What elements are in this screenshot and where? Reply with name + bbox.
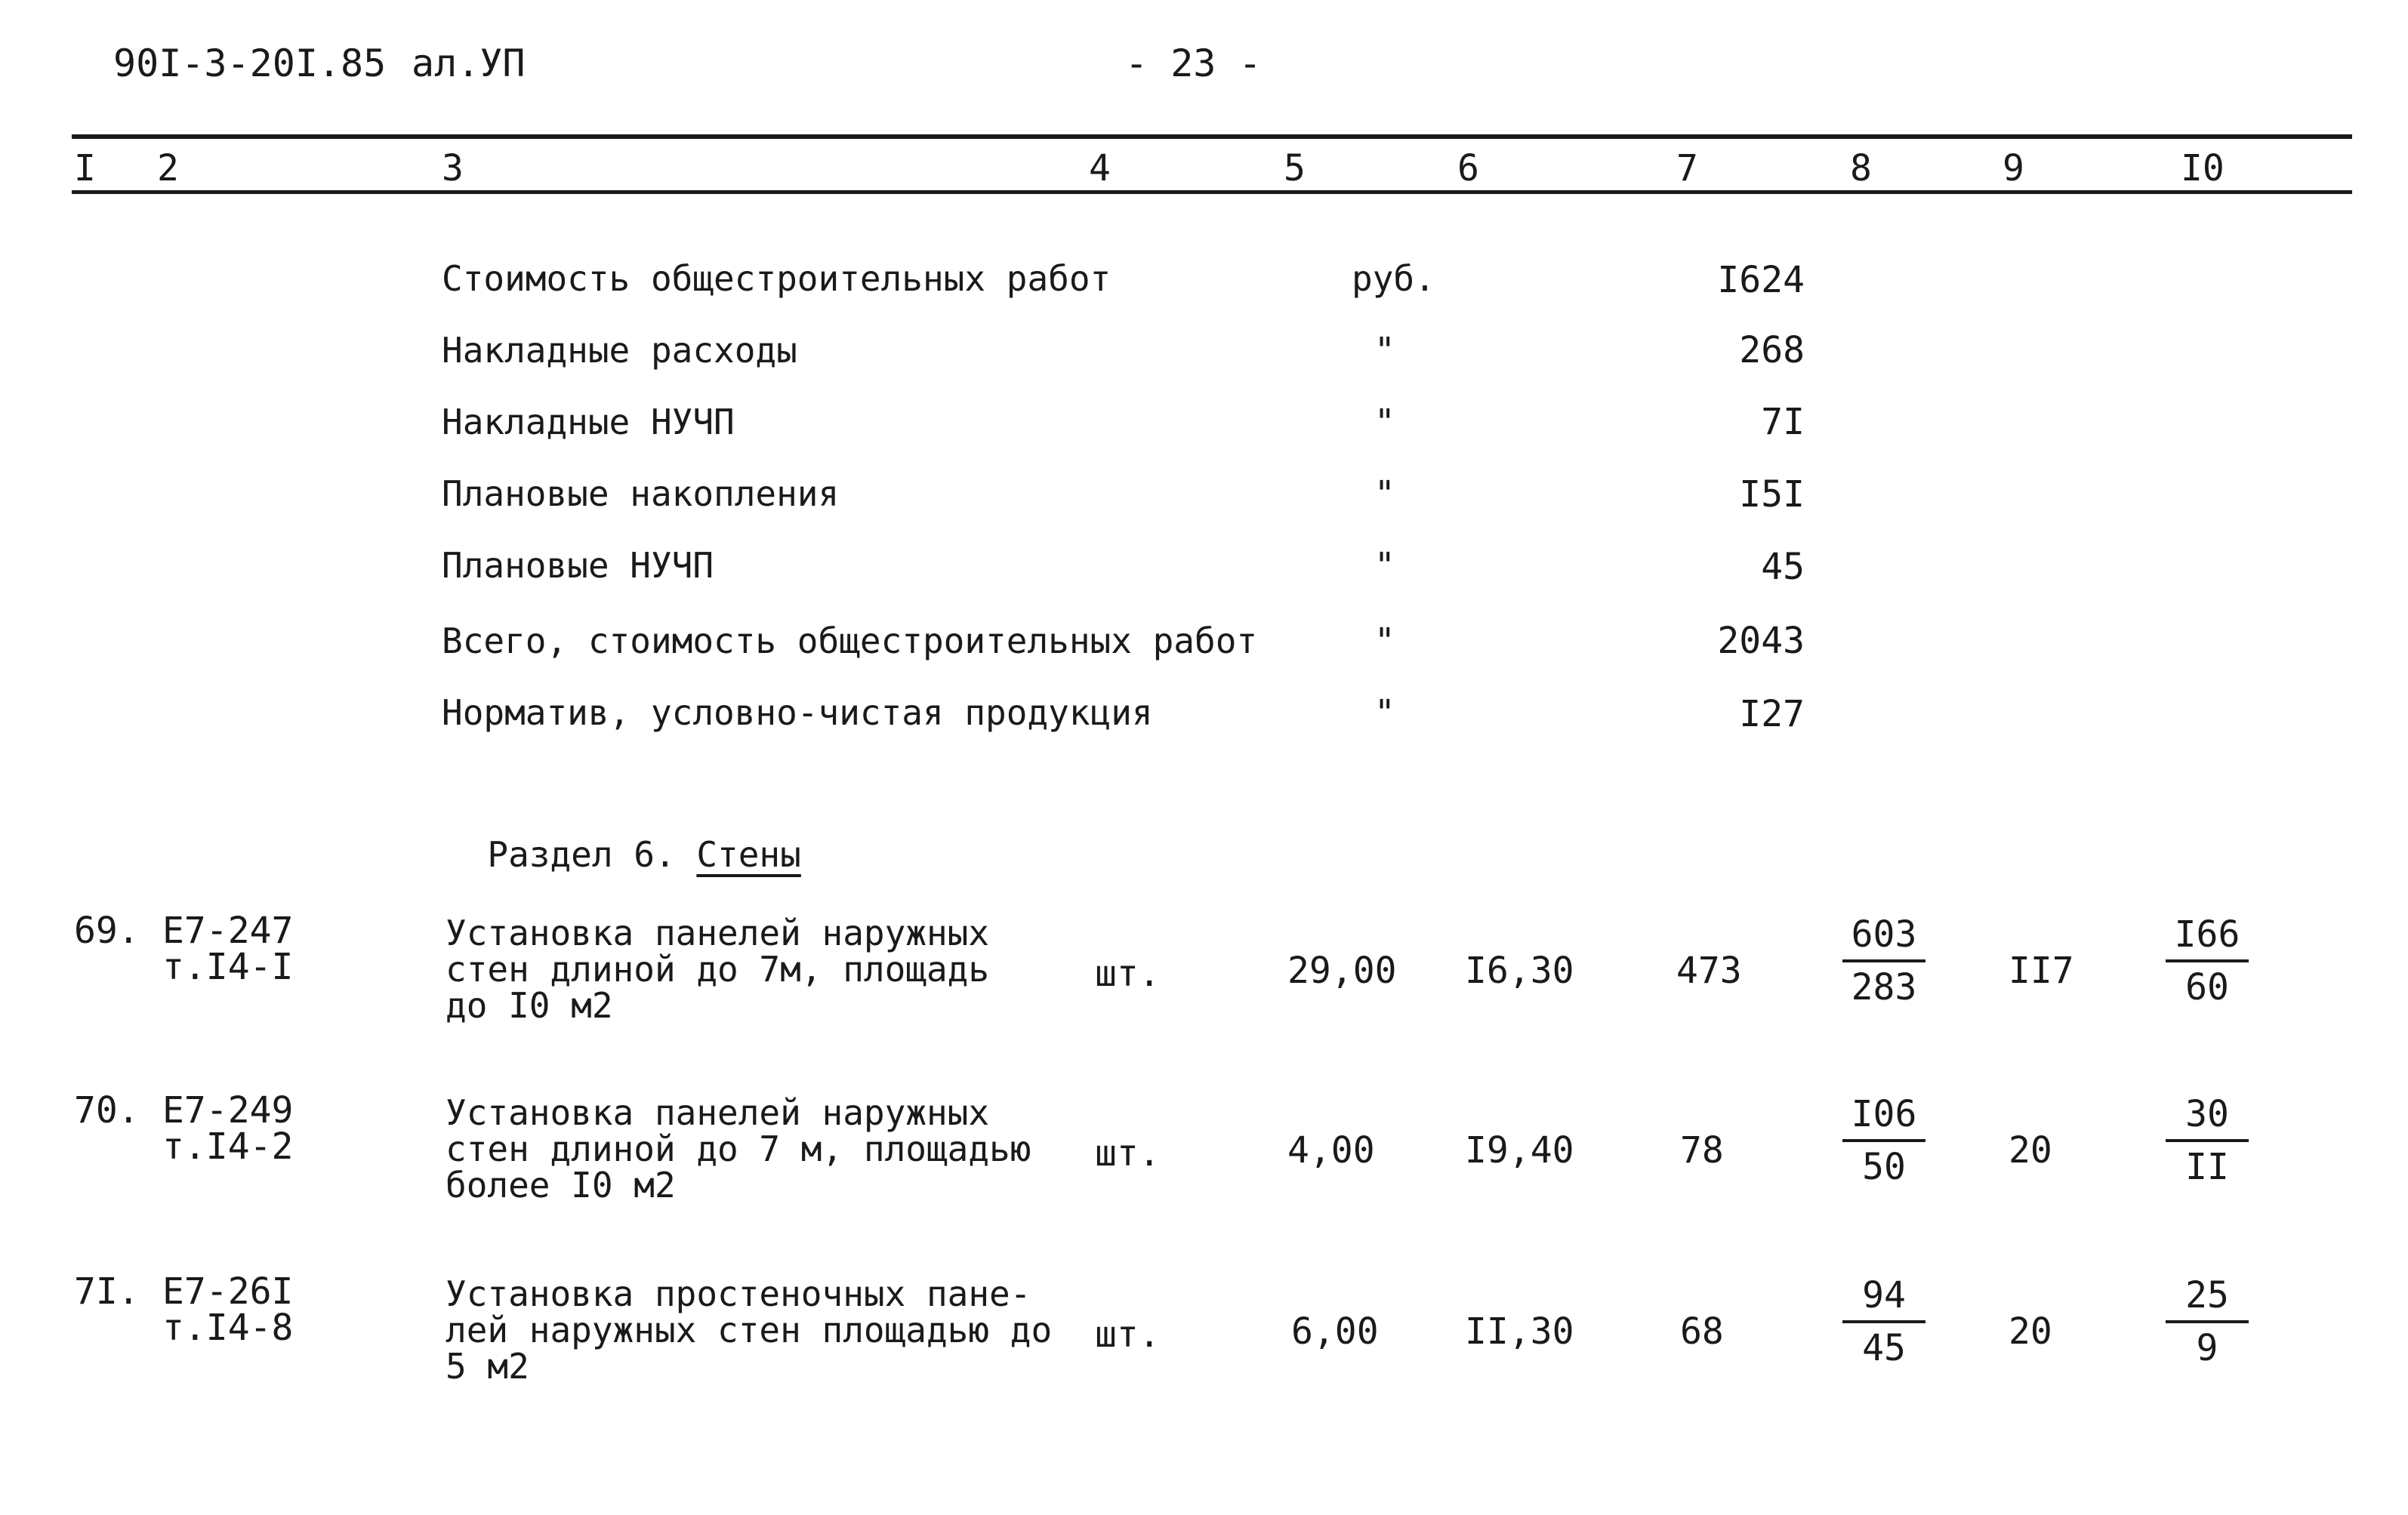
page-number: - 23 - [1125, 42, 1262, 85]
column-number-7: 7 [1676, 147, 1698, 189]
summary-unit: " [1374, 473, 1395, 514]
summary-value: I5I [1739, 473, 1805, 516]
summary-label: Всего, стоимость общестроительных работ [442, 620, 1258, 661]
summary-value: 45 [1761, 546, 1805, 588]
row-description-line: 5 м2 [446, 1346, 529, 1387]
fraction-numerator: 25 [2166, 1270, 2249, 1323]
summary-value: 7I [1761, 401, 1805, 443]
album-label: ал.УП [412, 42, 526, 85]
row-unit: шт. [1095, 1313, 1161, 1356]
row-col8-fraction [1842, 910, 1925, 1012]
summary-label: Накладные НУЧП [442, 402, 735, 442]
document-code: 90I-3-20I.85 [113, 42, 387, 85]
fraction-denominator: 45 [1862, 1327, 1906, 1369]
section-prefix: Раздел 6. [487, 834, 676, 875]
fraction-numerator: 94 [1842, 1270, 1925, 1323]
summary-unit: " [1374, 330, 1395, 371]
row-description-line: Установка простеночных пане- [446, 1273, 1031, 1314]
fraction-denominator: 60 [2185, 966, 2229, 1008]
column-number-10: I0 [2181, 147, 2225, 189]
fraction-numerator: 603 [1842, 910, 1925, 962]
row-quantity: 29,00 [1287, 950, 1397, 992]
row-unit: шт. [1095, 953, 1161, 995]
row-unit-price: I6,30 [1465, 950, 1574, 992]
column-number-9: 9 [2003, 147, 2024, 189]
row-total: 78 [1680, 1129, 1724, 1172]
section-heading [446, 800, 801, 873]
fraction-numerator: 30 [2166, 1089, 2249, 1142]
row-unit: шт. [1095, 1132, 1161, 1175]
row-col9: 20 [2009, 1129, 2052, 1172]
row-description-line: стен длиной до 7 м, площадью [446, 1129, 1031, 1169]
fraction-denominator: 9 [2196, 1327, 2218, 1369]
summary-label: Норматив, условно-чистая продукция [442, 692, 1153, 733]
fraction-numerator: I06 [1842, 1089, 1925, 1142]
row-col9: 20 [2009, 1310, 2052, 1353]
row-col10-fraction [2166, 1270, 2249, 1373]
header-bottom-rule [72, 190, 2352, 194]
column-number-1: I [74, 147, 96, 189]
row-table-ref: т.I4-I [162, 946, 294, 988]
section-name: Стены [696, 834, 801, 875]
row-col10-fraction [2166, 910, 2249, 1012]
fraction-numerator: I66 [2166, 910, 2249, 962]
row-description-line: лей наружных стен площадью до [446, 1310, 1053, 1350]
fraction-denominator: 50 [1862, 1146, 1906, 1188]
row-col8-fraction [1842, 1270, 1925, 1373]
row-description-line: стен длиной до 7м, площадь [446, 949, 990, 990]
column-number-6: 6 [1457, 147, 1479, 189]
row-number: 7I. [74, 1270, 140, 1313]
top-rule [72, 134, 2352, 139]
row-code: Е7-249 [162, 1089, 294, 1132]
summary-value: 2043 [1717, 620, 1805, 662]
row-description-line: Установка панелей наружных [446, 913, 990, 953]
column-number-3: 3 [442, 147, 464, 189]
column-number-5: 5 [1284, 147, 1306, 189]
summary-unit: " [1374, 545, 1395, 586]
column-number-2: 2 [157, 147, 179, 189]
row-description-line: Установка панелей наружных [446, 1092, 990, 1133]
row-total: 68 [1680, 1310, 1724, 1353]
row-col10-fraction [2166, 1089, 2249, 1192]
summary-unit: руб. [1352, 258, 1435, 299]
row-number: 70. [74, 1089, 140, 1132]
row-quantity: 4,00 [1287, 1129, 1375, 1172]
summary-label: Плановые НУЧП [442, 545, 714, 586]
summary-label: Накладные расходы [442, 330, 797, 371]
summary-label: Плановые накопления [442, 473, 840, 514]
row-description-line: до I0 м2 [446, 985, 613, 1026]
row-col8-fraction [1842, 1089, 1925, 1192]
fraction-denominator: 283 [1851, 966, 1917, 1008]
row-col9: II7 [2009, 950, 2074, 992]
column-number-8: 8 [1850, 147, 1872, 189]
fraction-denominator: II [2185, 1146, 2229, 1188]
summary-unit: " [1374, 692, 1395, 733]
row-number: 69. [74, 910, 140, 952]
row-table-ref: т.I4-2 [162, 1125, 294, 1168]
summary-value: I27 [1739, 693, 1805, 735]
row-description-line: более I0 м2 [446, 1165, 676, 1206]
summary-value: 268 [1739, 329, 1805, 371]
row-unit-price: II,30 [1465, 1310, 1574, 1353]
row-table-ref: т.I4-8 [162, 1307, 294, 1349]
row-total: 473 [1676, 950, 1742, 992]
summary-value: I624 [1717, 259, 1805, 301]
summary-label: Стоимость общестроительных работ [442, 258, 1112, 299]
column-number-4: 4 [1089, 147, 1111, 189]
row-code: Е7-247 [162, 910, 294, 952]
row-unit-price: I9,40 [1465, 1129, 1574, 1172]
summary-unit: " [1374, 402, 1395, 442]
row-code: Е7-26I [162, 1270, 294, 1313]
summary-unit: " [1374, 620, 1395, 661]
row-quantity: 6,00 [1291, 1310, 1379, 1353]
